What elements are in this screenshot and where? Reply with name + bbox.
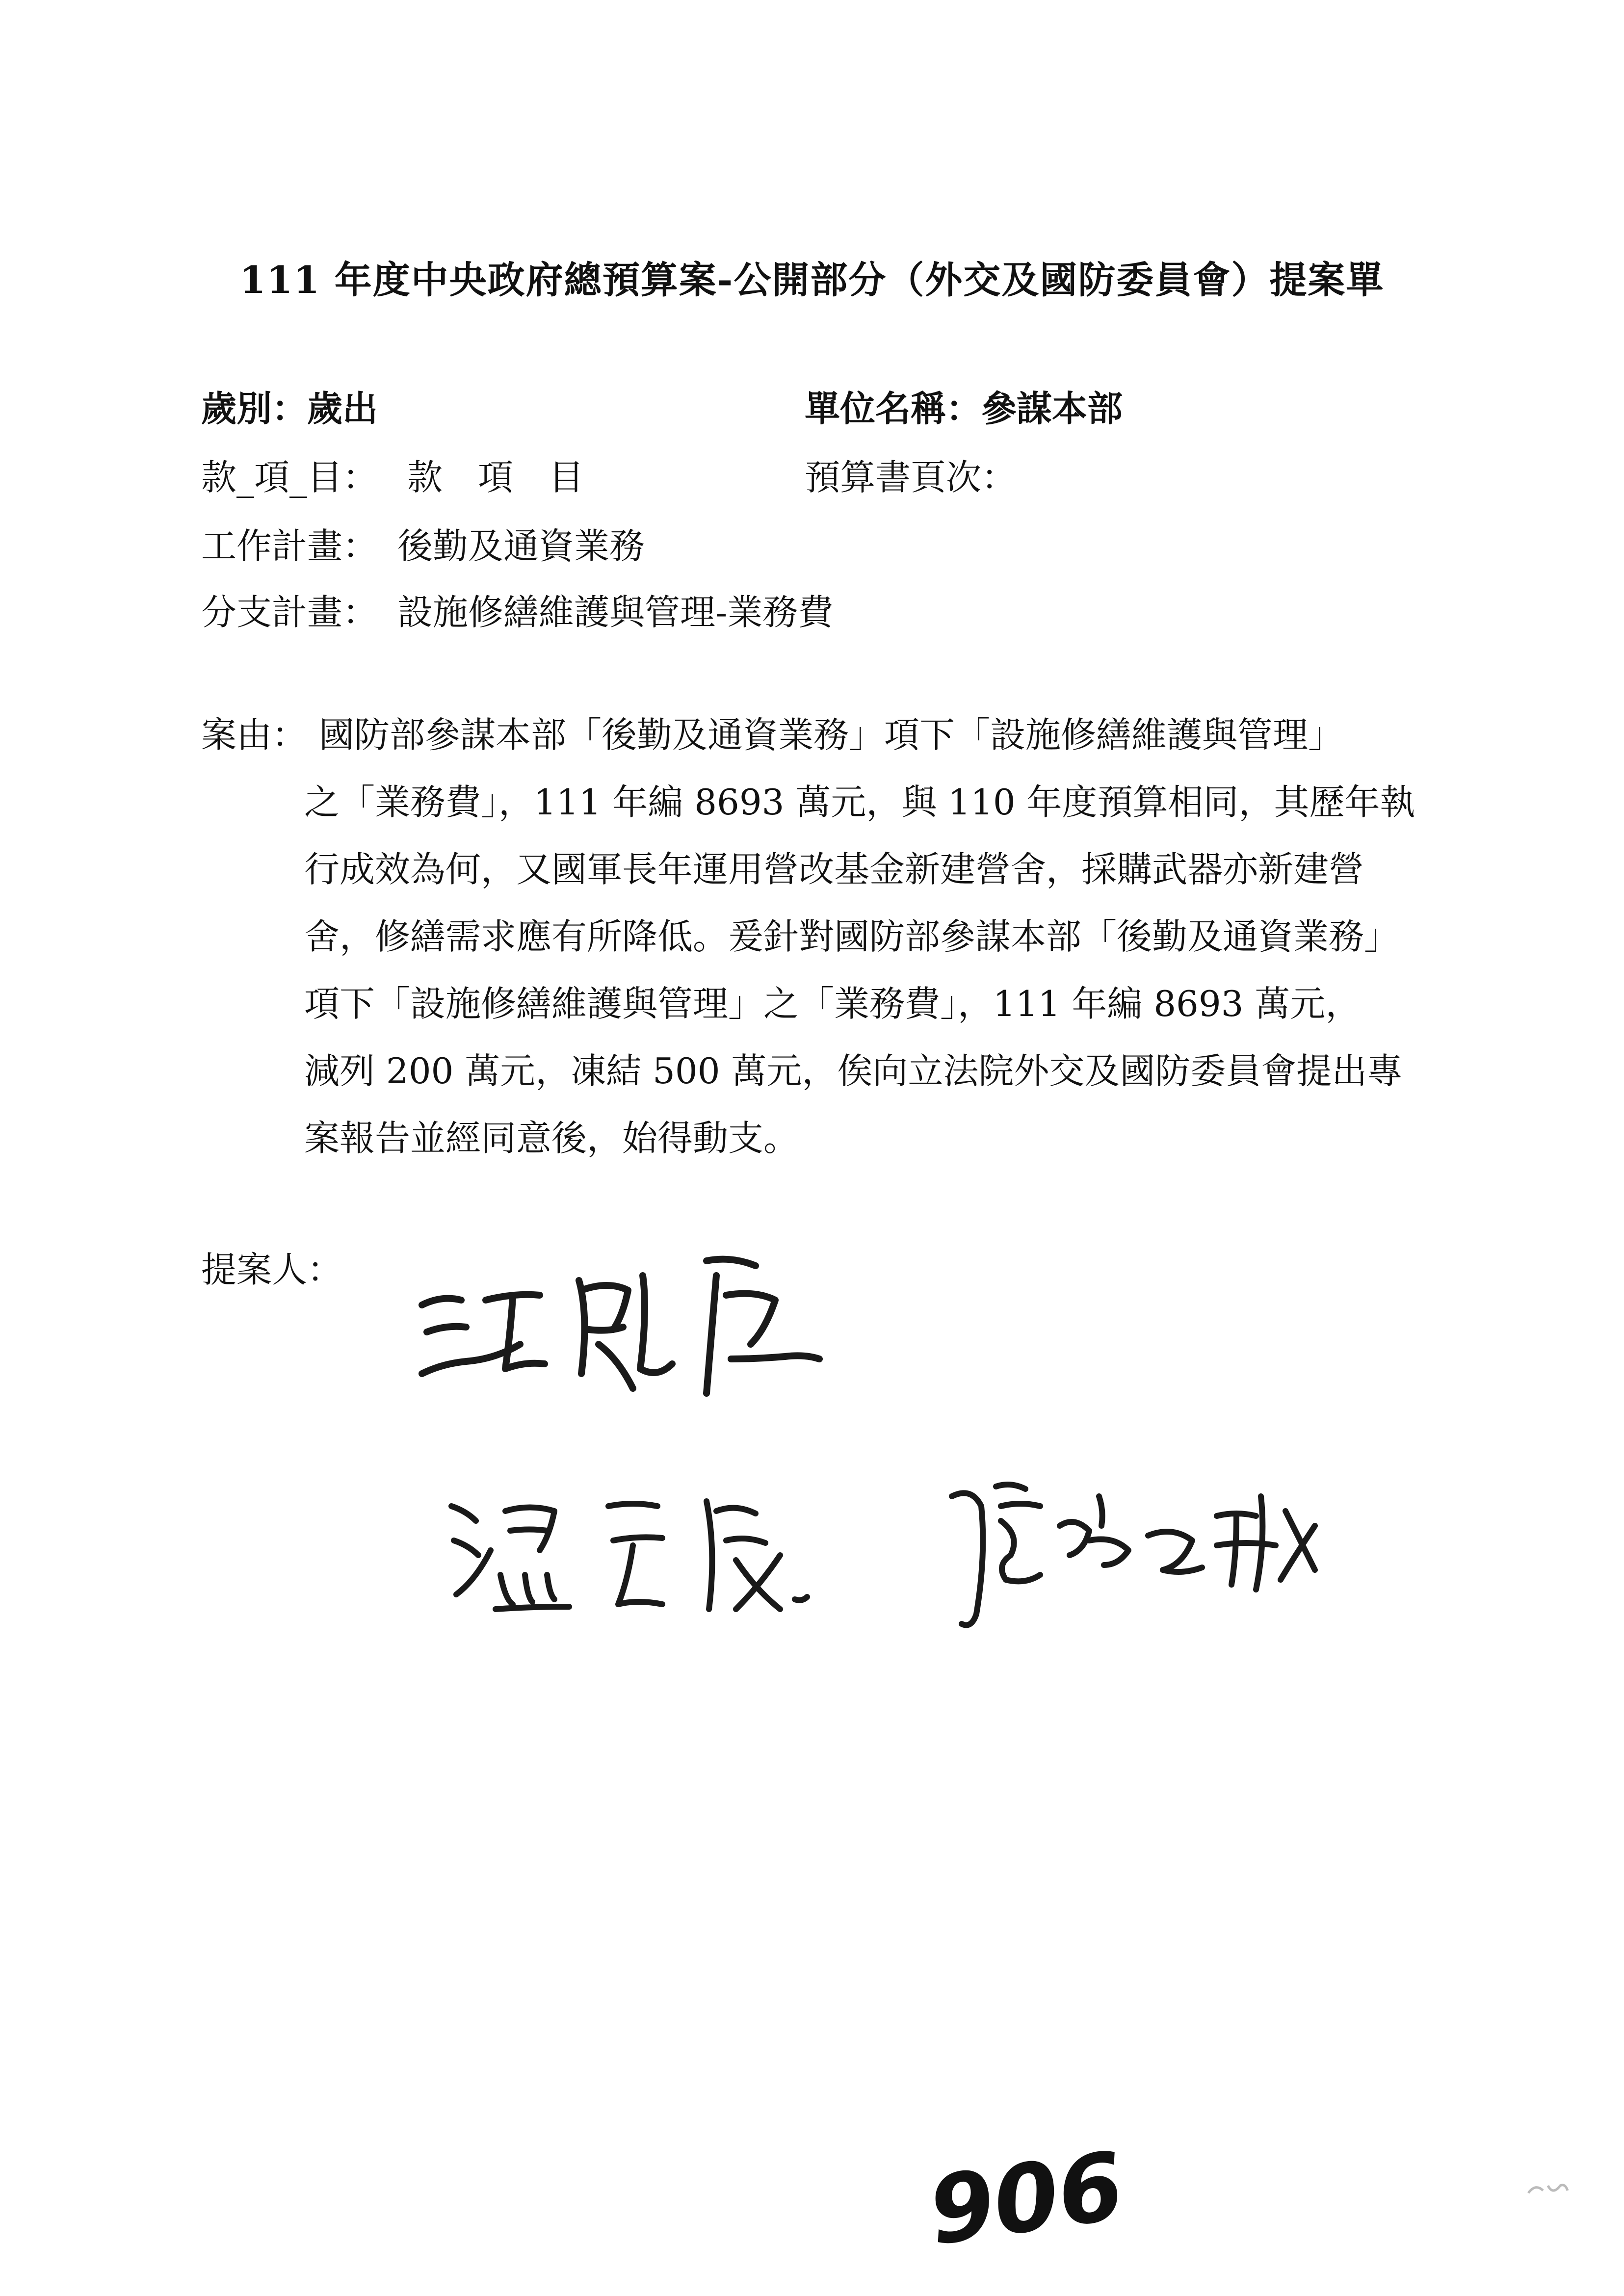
unit-name: 單位名稱：參謀本部 xyxy=(805,388,1123,429)
document-title: 111 年度中央政府總預算案-公開部分（外交及國防委員會）提案單 xyxy=(239,258,1385,302)
reason-line: 案報告並經同意後，始得動支。 xyxy=(304,1118,799,1159)
reason-line: 行成效為何，又國軍長年運用營改基金新建營舍，採購武器亦新建營 xyxy=(304,849,1364,890)
faint-mark-icon xyxy=(1526,2178,1570,2198)
item-row xyxy=(201,449,584,500)
reason-line: 減列 200 萬元，凍結 500 萬元，俟向立法院外交及國防委員會提出專 xyxy=(304,1050,1403,1092)
work-plan-label: 工作計畫： xyxy=(201,525,378,567)
page-number: 906 xyxy=(922,2131,1130,2266)
work-plan-value: 後勤及通資業務 xyxy=(397,525,645,567)
reason-line: 舍，修繕需求應有所降低。爰針對國防部參謀本部「後勤及通資業務」 xyxy=(304,916,1400,957)
signature-3 xyxy=(942,1467,1354,1644)
item-label: 款_項_目： xyxy=(201,457,378,498)
signature-2 xyxy=(442,1477,844,1624)
reason-line: 項下「設施修繕維護與管理」之「業務費」，111 年編 8693 萬元， xyxy=(304,983,1361,1024)
sub-plan-value: 設施修繕維護與管理-業務費 xyxy=(397,592,834,633)
reason-line: 之「業務費」，111 年編 8693 萬元，與 110 年度預算相同，其歷年執 xyxy=(304,782,1415,823)
reason-line: 國防部參謀本部「後勤及通資業務」項下「設施修繕維護與管理」 xyxy=(319,714,1344,756)
account-type: 歲別：歲出 xyxy=(201,388,378,429)
signature-1 xyxy=(412,1246,854,1413)
proposer-label: 提案人： xyxy=(201,1249,343,1290)
sub-plan-label: 分支計畫： xyxy=(201,592,378,633)
sub-plan-row xyxy=(201,584,833,635)
item-value: 款 項 目 xyxy=(407,457,584,498)
budget-page: 預算書頁次： xyxy=(805,457,1017,498)
work-plan-row xyxy=(201,518,645,569)
reason-label: 案由： xyxy=(201,714,308,756)
